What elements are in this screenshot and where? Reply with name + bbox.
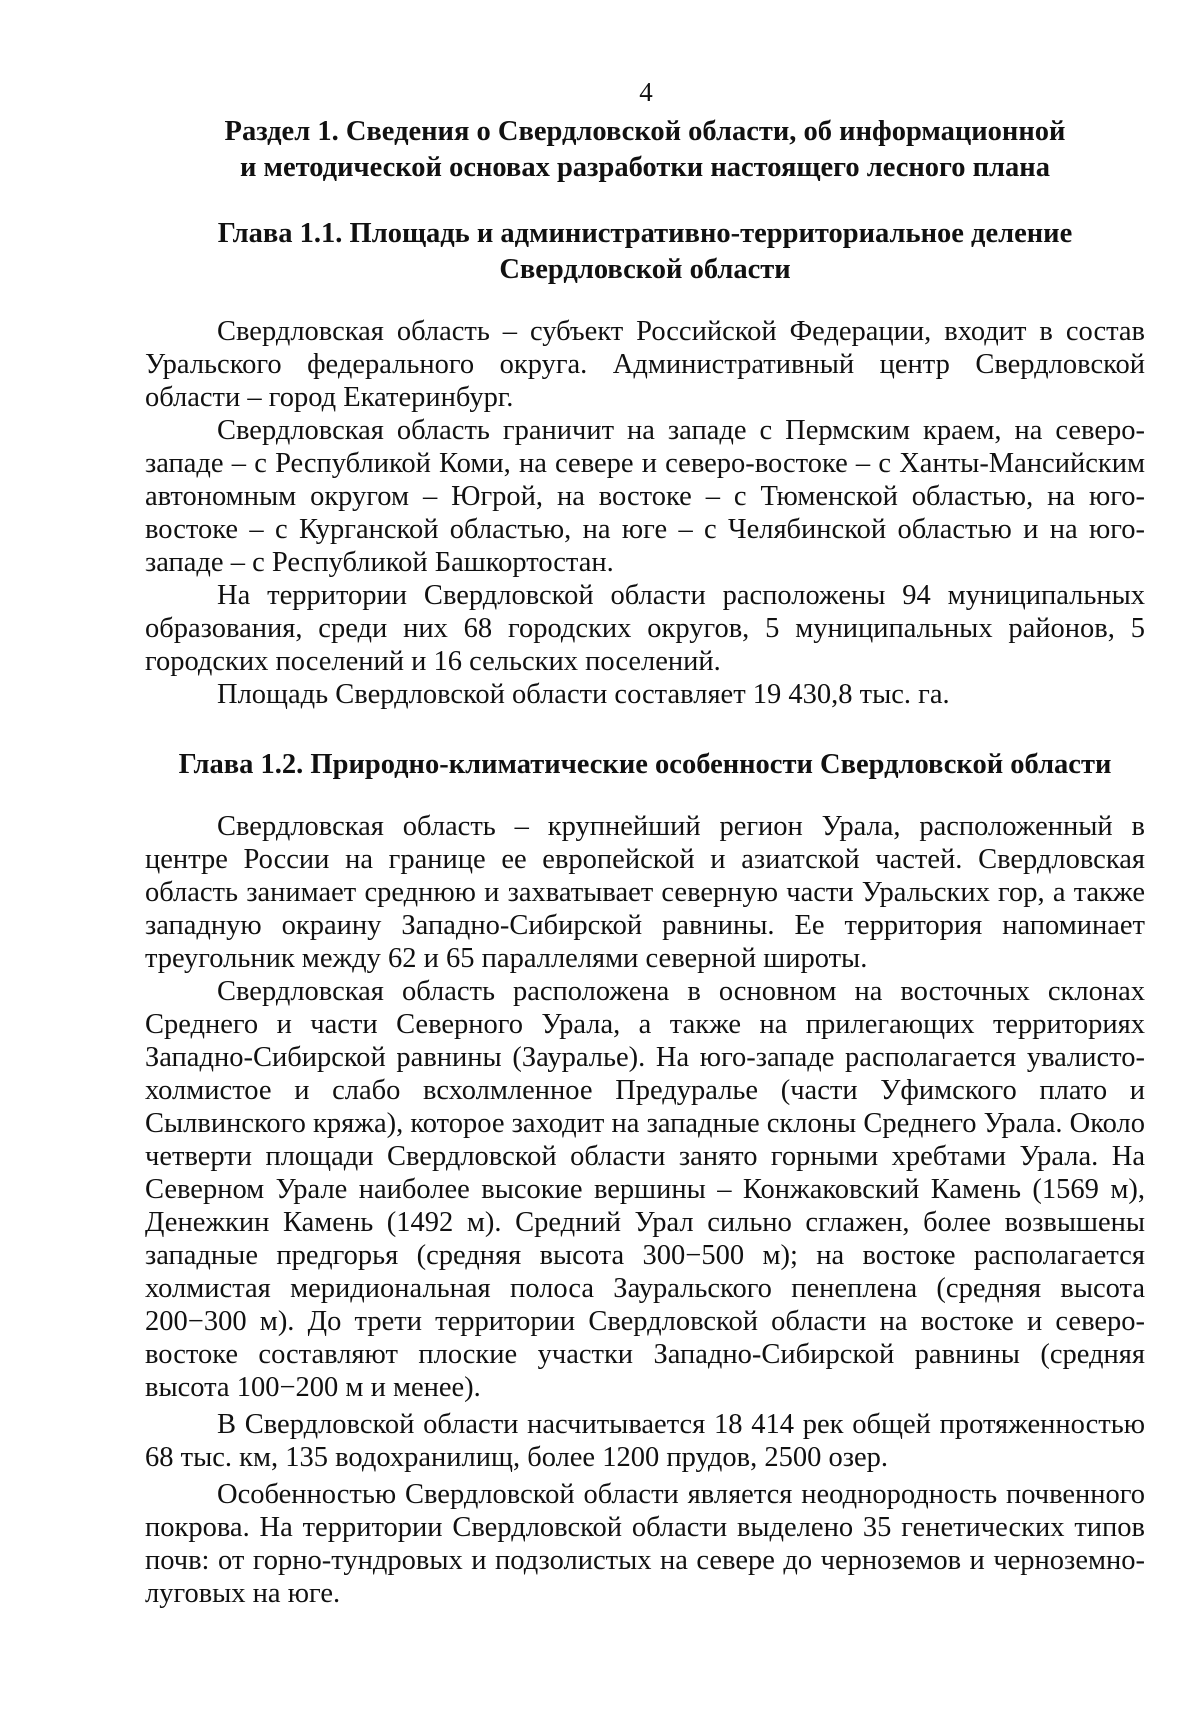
chapter-body xyxy=(145,810,1145,1610)
paragraph: Свердловская область расположена в основном на восточных склонах Среднего и части Северного Урала, а также на прилегающих территориях Западно-Сибирской равнины (Зауралье). На юго-западе располагается увалисто-холмистое и слабо всхолмленное Предуралье (части Уфимского плато и Сылвинского кряжа), которое заходит на западные склоны Среднего Урала. Около четверти площади Свердловской области занято горными хребтами Урала. На Северном Урале наиболее высокие вершины – Конжаковский Камень (1569 м), Денежкин Камень (1492 м). Средний Урал сильно сглажен, более возвышены западные предгорья (средняя высота 300−500 м); на востоке располагается холмистая меридиональная полоса Зауральского пенеплена (средняя высота 200−300 м). До трети территории Свердловской области на востоке и северо-востоке составляют плоские участки Западно-Сибирской равнины (средняя высота 100−200 м и менее). xyxy=(145,976,1145,1403)
chapter-title xyxy=(145,747,1145,783)
chapter-title-line: Свердловской области xyxy=(499,254,791,285)
page-number: 4 xyxy=(639,77,653,107)
chapter-title-line: Глава 1.2. Природно-климатические особенности Свердловской области xyxy=(178,749,1112,780)
paragraph: В Свердловской области насчитывается 18 414 рек общей протяженностью 68 тыс. км, 135 водохранилищ, более 1200 прудов, 2500 озер. xyxy=(145,1409,1145,1473)
chapter-title xyxy=(145,216,1145,288)
document-page xyxy=(145,76,1145,1610)
paragraph: Свердловская область – субъект Российской Федерации, входит в состав Уральского федерального округа. Административный центр Свердловской области – город Екатеринбург. xyxy=(145,316,1145,413)
paragraph: Площадь Свердловской области составляет 19 430,8 тыс. га. xyxy=(217,679,950,710)
section-title-line: и методической основах разработки настоящего лесного плана xyxy=(240,152,1050,183)
paragraph: Свердловская область граничит на западе с Пермским краем, на северо-западе – с Республикой Коми, на севере и северо-востоке – с Ханты-Мансийским автономным округом – Югрой, на востоке – с Тюменской областью, на юго-востоке – с Курганской областью, на юге – с Челябинской областью и на юго-западе – с Республикой Башкортостан. xyxy=(145,415,1145,578)
chapter-title-line: Глава 1.1. Площадь и административно-территориальное деление xyxy=(217,218,1073,249)
section-title xyxy=(145,114,1145,186)
paragraph: Свердловская область – крупнейший регион Урала, расположенный в центре России на границе ее европейской и азиатской частей. Свердловская область занимает среднюю и захватывает северную части Уральских гор, а также западную окраину Западно-Сибирской равнины. Ее территория напоминает треугольник между 62 и 65 параллелями северной широты. xyxy=(145,811,1145,974)
paragraph: На территории Свердловской области расположены 94 муниципальных образования, среди них 68 городских округов, 5 муниципальных районов, 5 городских поселений и 16 сельских поселений. xyxy=(145,580,1145,677)
section-title-line: Раздел 1. Сведения о Свердловской области, об информационной xyxy=(224,116,1066,147)
paragraph: Особенностью Свердловской области является неоднородность почвенного покрова. На территории Свердловской области выделено 35 генетических типов почв: от горно-тундровых и подзолистых на севере до черноземов и черноземно-луговых на юге. xyxy=(145,1479,1145,1609)
chapter-body xyxy=(145,315,1145,711)
